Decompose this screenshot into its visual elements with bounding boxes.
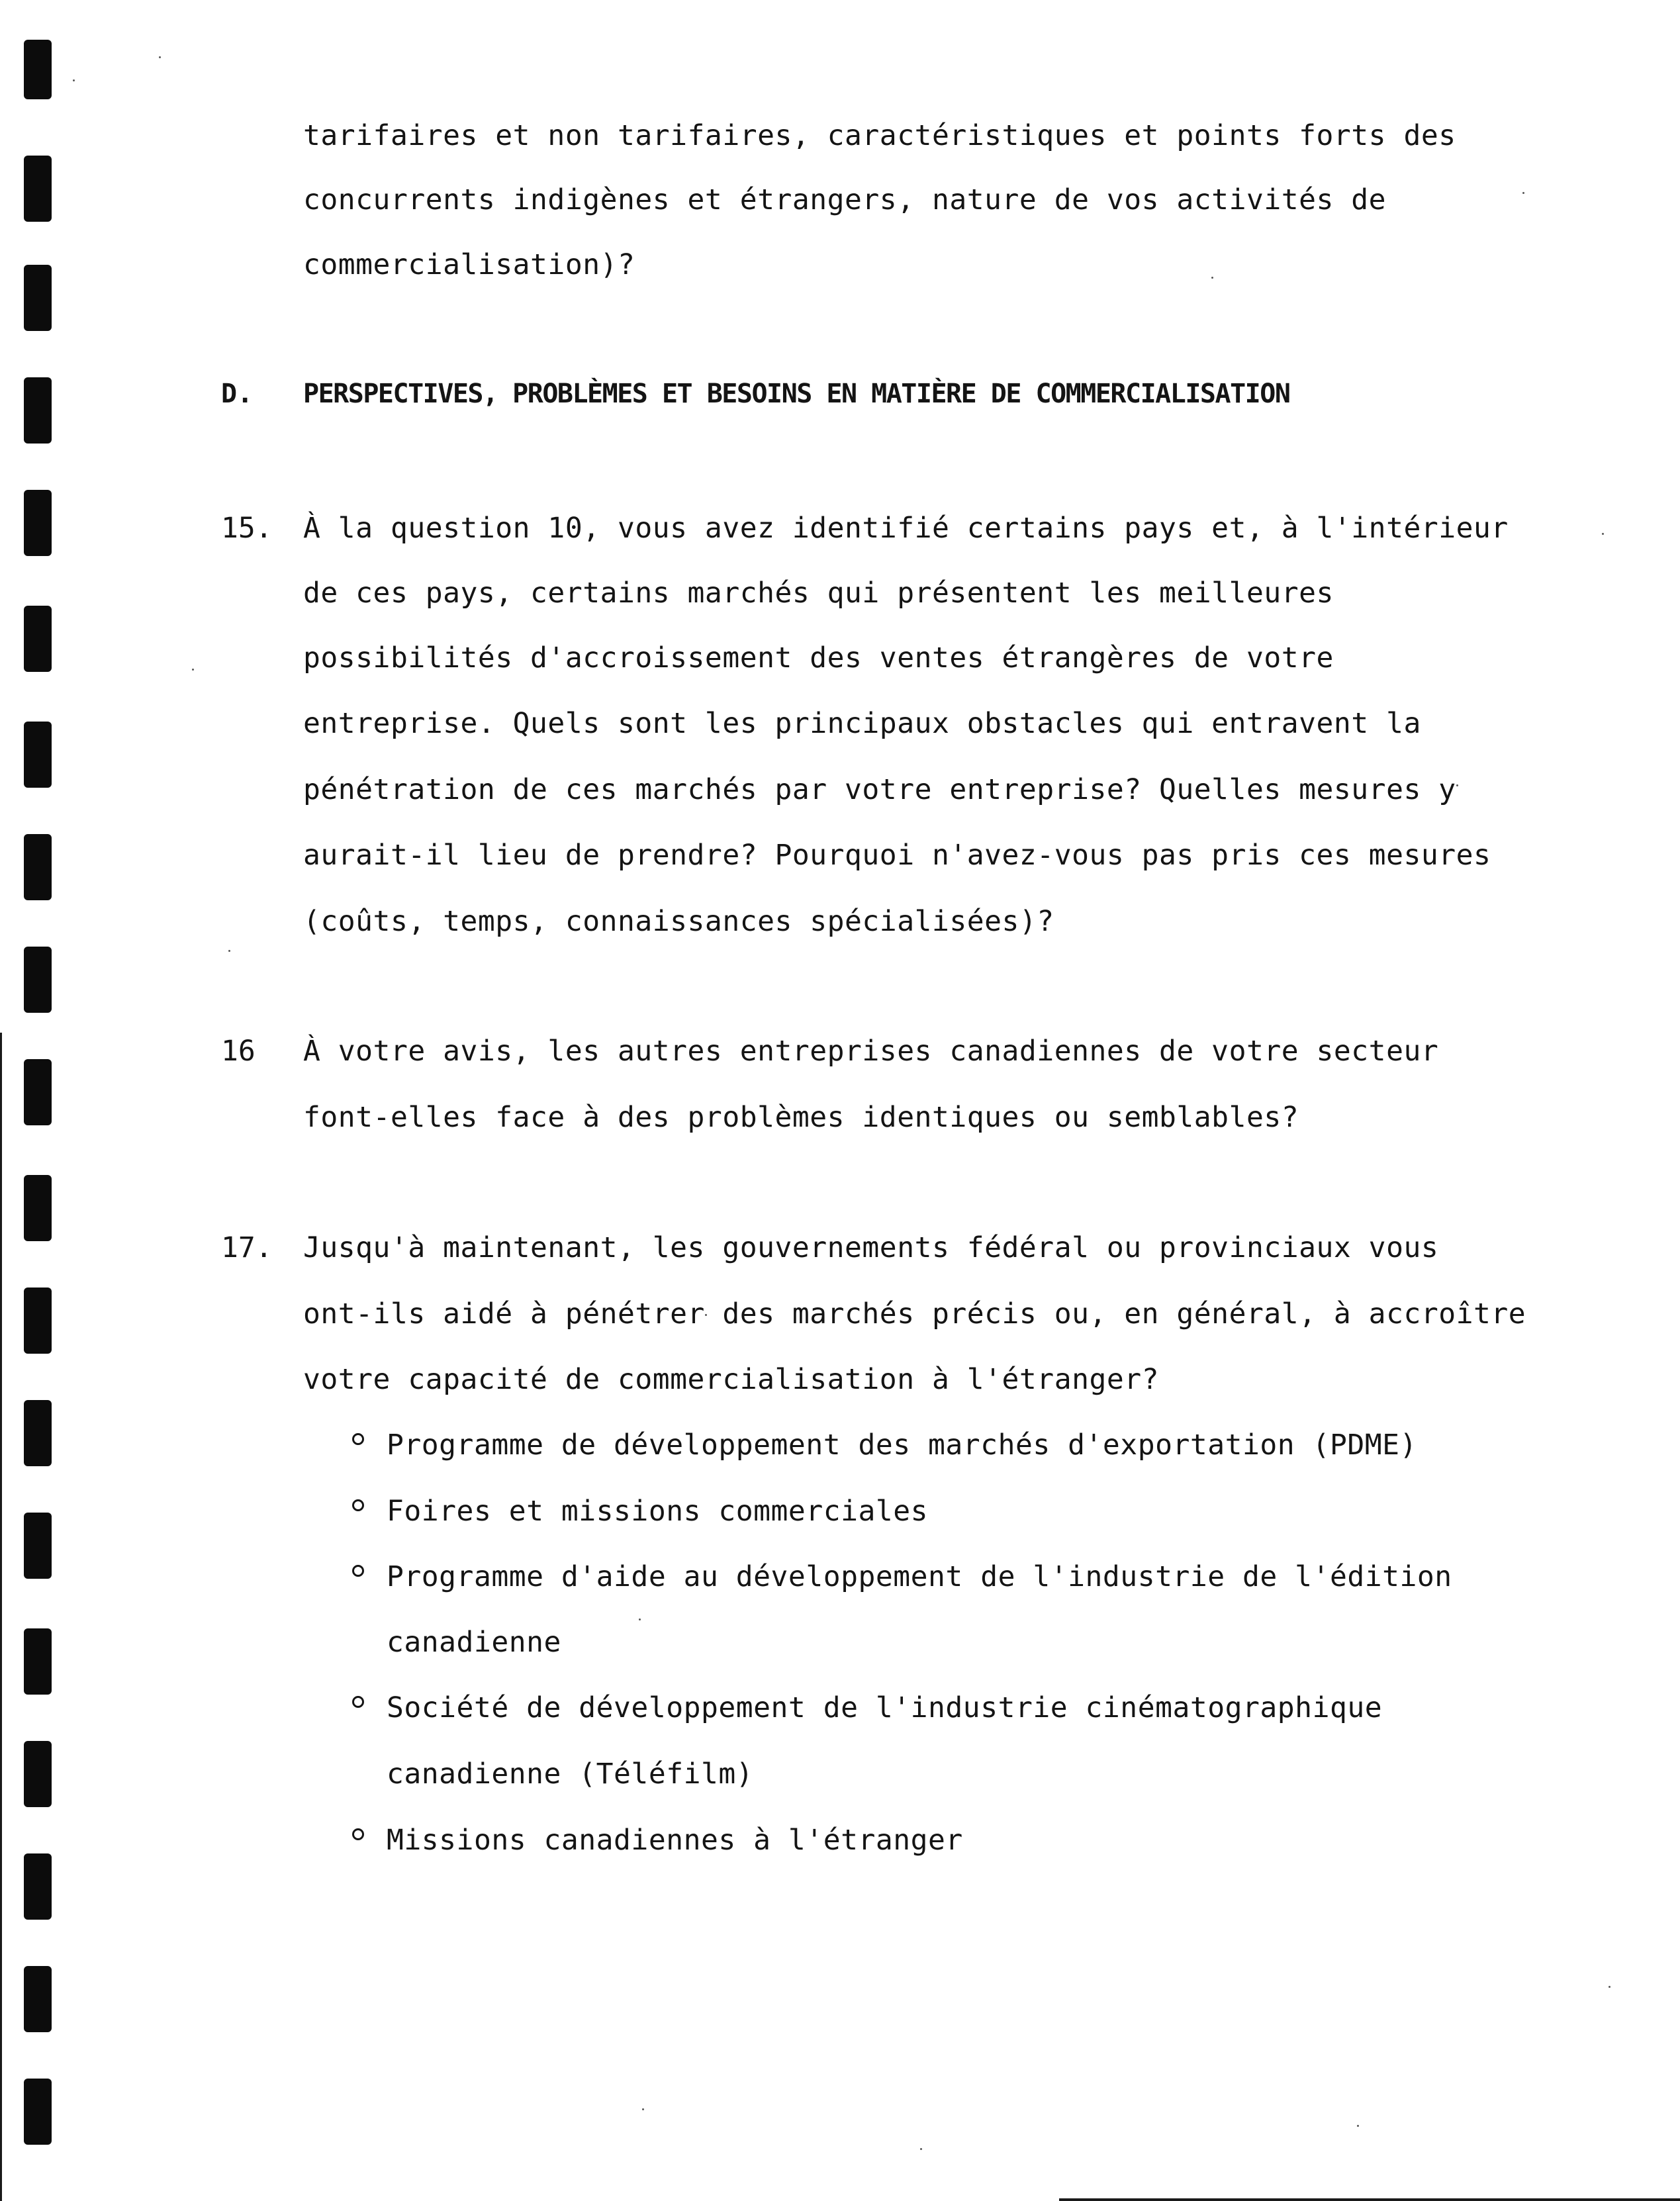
option-line: canadienne: [387, 1626, 561, 1659]
option-line: Société de développement de l'industrie cinématographique: [387, 1691, 1383, 1724]
section-letter: D.: [221, 379, 254, 409]
intro-line: commercialisation)?: [303, 248, 635, 281]
option-line: Programme d'aide au développement de l'industrie de l'édition: [387, 1560, 1452, 1593]
question-line: ont-ils aidé à pénétrer des marchés précis ou, en général, à accroître: [303, 1297, 1526, 1331]
question-line: font-elles face à des problèmes identiques ou semblables?: [303, 1101, 1299, 1134]
option-bullet-icon: [352, 1828, 364, 1840]
option-line: Foires et missions commerciales: [387, 1495, 929, 1528]
option-line: Missions canadiennes à l'étranger: [387, 1824, 963, 1857]
question-line: votre capacité de commercialisation à l'étranger?: [303, 1363, 1160, 1396]
intro-line: concurrents indigènes et étrangers, nature de vos activités de: [303, 183, 1387, 216]
question-line: entreprise. Quels sont les principaux obstacles qui entravent la: [303, 707, 1421, 740]
question-line: pénétration de ces marchés par votre entreprise? Quelles mesures y: [303, 773, 1456, 806]
intro-line: tarifaires et non tarifaires, caractéristiques et points forts des: [303, 119, 1456, 152]
question-number: 16: [221, 1035, 256, 1068]
option-line: canadienne (Téléfilm): [387, 1757, 754, 1791]
question-line: À votre avis, les autres entreprises canadiennes de votre secteur: [303, 1035, 1439, 1068]
option-bullet-icon: [352, 1696, 364, 1708]
question-number: 17.: [221, 1231, 273, 1264]
question-line: de ces pays, certains marchés qui présentent les meilleures: [303, 577, 1334, 610]
question-number: 15.: [221, 512, 273, 545]
question-line: À la question 10, vous avez identifié certains pays et, à l'intérieur: [303, 512, 1509, 545]
option-line: Programme de développement des marchés d'exportation (PDME): [387, 1428, 1417, 1462]
option-bullet-icon: [352, 1499, 364, 1511]
question-line: possibilités d'accroissement des ventes étrangères de votre: [303, 641, 1334, 675]
question-line: aurait-il lieu de prendre? Pourquoi n'avez-vous pas pris ces mesures: [303, 839, 1491, 872]
question-line: Jusqu'à maintenant, les gouvernements fédéral ou provinciaux vous: [303, 1231, 1439, 1264]
option-bullet-icon: [352, 1565, 364, 1577]
option-bullet-icon: [352, 1433, 364, 1445]
section-title: PERSPECTIVES, PROBLÈMES ET BESOINS EN MATIÈRE DE COMMERCIALISATION: [303, 379, 1290, 409]
question-line: (coûts, temps, connaissances spécialisées)?: [303, 905, 1054, 938]
